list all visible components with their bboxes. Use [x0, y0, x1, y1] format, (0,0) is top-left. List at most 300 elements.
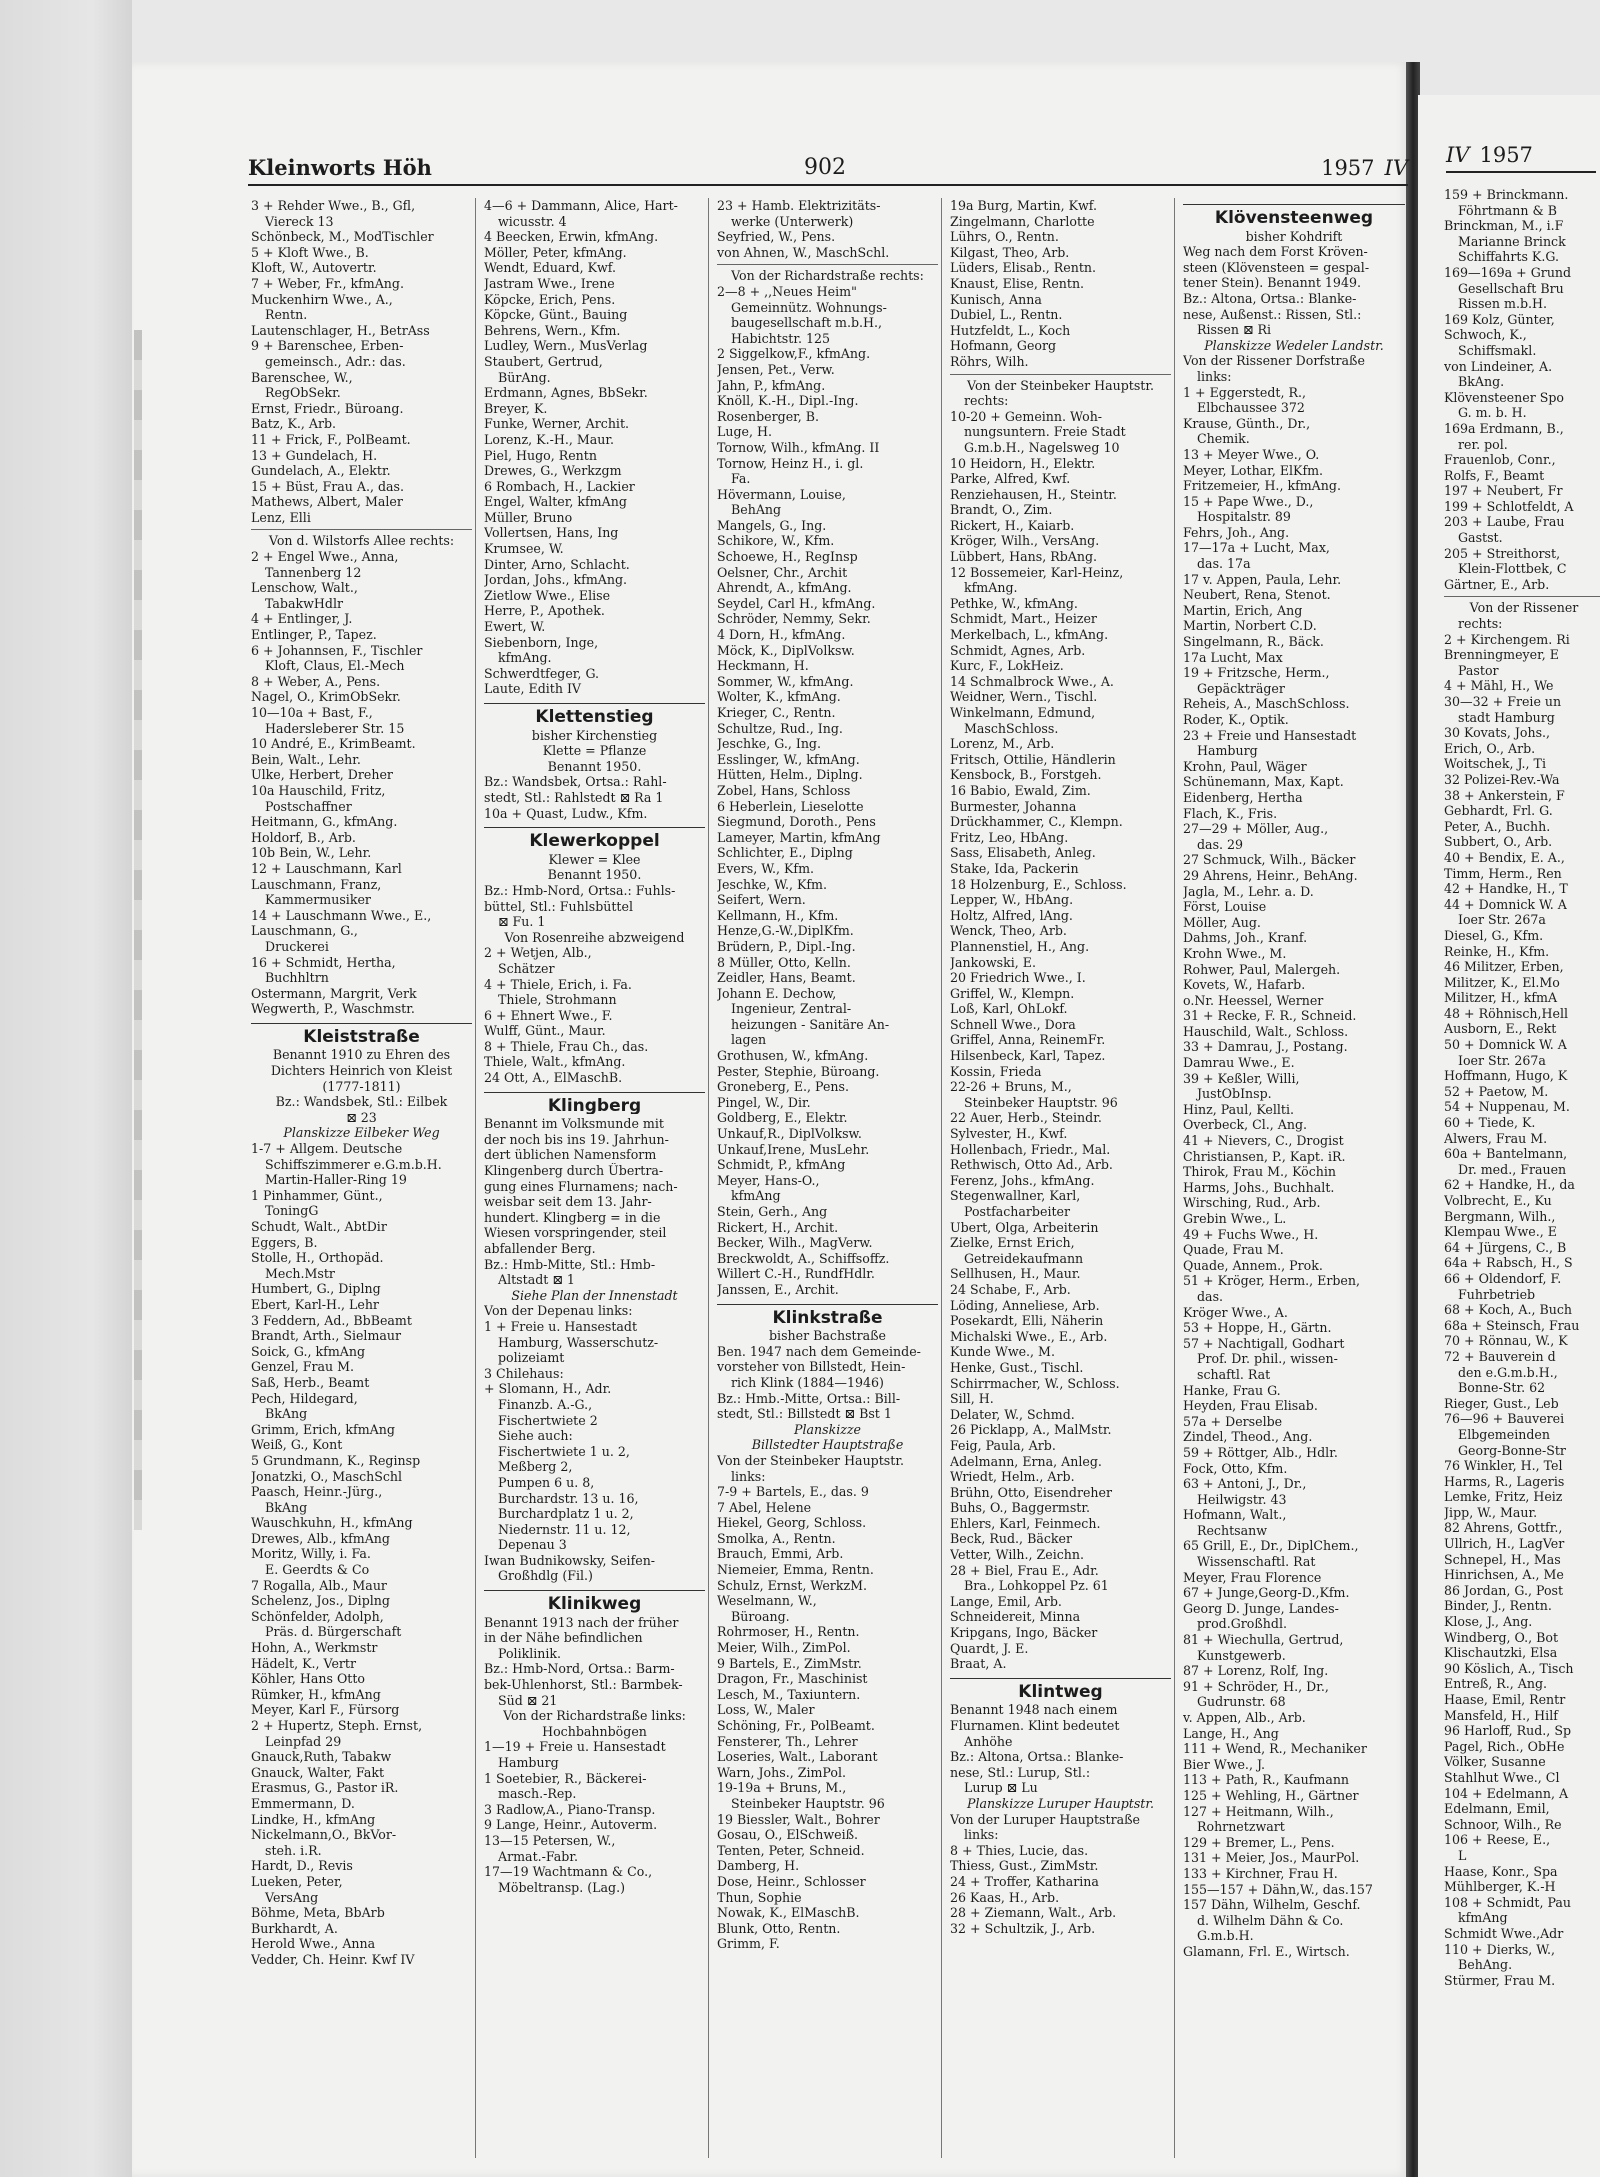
directory-entry: Meyer, Karl F., Fürsorg — [251, 1702, 400, 1718]
directory-entry: 131 + Meier, Jos., MaurPol. — [1183, 1850, 1360, 1866]
directory-entry: 23 + Freie und Hansestadt — [1183, 727, 1357, 743]
entry-continuation: schaftl. Rat — [1197, 1366, 1271, 1382]
directory-entry: Heyden, Frau Elisab. — [1183, 1398, 1318, 1414]
directory-entry: 4 + Thiele, Erich, i. Fa. — [484, 976, 632, 992]
directory-entry: 65 Grill, E., Dr., DiplChem., — [1183, 1538, 1359, 1554]
street-note: Benannt 1910 zu Ehren des — [272, 1047, 451, 1063]
directory-entry: 4 Beecken, Erwin, kfmAng. — [484, 229, 659, 245]
entry-continuation: Lurup ⊠ Lu — [964, 1780, 1038, 1796]
directory-entry: Meyer, Lothar, ElKfm. — [1183, 462, 1324, 478]
directory-entry: gung eines Flurnamens; nach- — [484, 1178, 678, 1194]
entry-continuation: Elbchaussee 372 — [1197, 400, 1305, 416]
directory-entry: Jordan, Johs., kfmAng. — [484, 572, 628, 588]
entry-continuation: BkAng. — [1458, 374, 1505, 390]
directory-entry: Mangels, G., Ing. — [717, 517, 827, 533]
directory-entry: Staubert, Gertrud, — [484, 353, 603, 369]
directory-entry: Stahlhut Wwe., Cl — [1444, 1769, 1560, 1785]
directory-entry: 159 + Brinckmann. — [1444, 187, 1569, 202]
directory-entry: Behrens, Wern., Kfm. — [484, 322, 621, 338]
directory-entry: Mühlberger, K.-H — [1444, 1879, 1556, 1895]
directory-column-1 — [248, 198, 476, 2158]
directory-entry: 10 Heidorn, H., Elektr. — [950, 455, 1096, 471]
entry-continuation: Fuhrbetrieb — [1458, 1286, 1536, 1302]
directory-entry: Sass, Elisabeth, Anleg. — [950, 845, 1096, 861]
directory-entry: 8 + Thies, Lucie, das. — [950, 1842, 1089, 1858]
entry-continuation: links: — [731, 1468, 766, 1484]
entry-continuation: BkAng — [265, 1499, 308, 1515]
directory-entry: Johann E. Dechow, — [717, 985, 837, 1001]
entry-continuation: das. 29 — [1197, 836, 1244, 852]
directory-entry: 90 Köslich, A., Tisch — [1444, 1660, 1574, 1676]
entry-continuation: polizeiamt — [498, 1350, 565, 1366]
right-year: 1957 — [1479, 143, 1533, 167]
directory-entry: Weidner, Wern., Tischl. — [950, 689, 1098, 705]
directory-entry: 9 + Barenschee, Erben- — [251, 338, 404, 354]
directory-entry: Lenz, Elli — [251, 509, 311, 525]
directory-entry: 91 + Schröder, H., Dr., — [1183, 1678, 1329, 1694]
directory-entry: Paasch, Heinr.-Jürg., — [251, 1484, 383, 1500]
directory-entry: Klischautzki, Elsa — [1444, 1645, 1558, 1661]
directory-entry: 15 + Büst, Frau A., das. — [251, 478, 405, 494]
directory-entry: Bz.: Hmb.-Mitte, Ortsa.: Bill- — [717, 1390, 901, 1406]
directory-entry: Lorenz, M., Arb. — [950, 736, 1055, 752]
directory-entry: Rickert, H., Kaiarb. — [950, 517, 1075, 533]
directory-entry: 133 + Kirchner, Frau H. — [1183, 1865, 1338, 1881]
year-volume — [1321, 156, 1408, 180]
directory-entry: 38 + Ankerstein, F — [1444, 787, 1565, 803]
directory-entry: 1 Pinhammer, Günt., — [251, 1187, 383, 1203]
entry-continuation: Bonne-Str. 62 — [1458, 1380, 1546, 1396]
entry-continuation: Großhdlg (Fil.) — [498, 1568, 593, 1584]
directory-entry: 197 + Neubert, Fr — [1444, 483, 1563, 499]
directory-entry: 2 + Kirchengem. Ri — [1444, 631, 1570, 647]
directory-entry: Wauschkuhn, H., kfmAng — [251, 1515, 413, 1531]
directory-entry: Dose, Heinr., Schlosser — [717, 1873, 866, 1889]
directory-entry: 2 + Wetjen, Alb., — [484, 945, 592, 961]
directory-entry: Burmester, Johanna — [950, 798, 1077, 814]
directory-entry: Drewes, Alb., kfmAng — [251, 1530, 390, 1546]
directory-entry: Gnauck,Ruth, Tabakw — [251, 1749, 392, 1765]
directory-entry: Sylvester, H., Kwf. — [950, 1126, 1068, 1142]
directory-entry: Volbrecht, E., Ku — [1444, 1193, 1552, 1208]
directory-entry: 7 + Weber, Fr., kfmAng. — [251, 275, 404, 291]
directory-entry: 23 + Hamb. Elektrizitäts- — [717, 198, 881, 213]
entry-continuation: Gemeinnütz. Wohnungs- — [731, 299, 887, 315]
directory-entry: Bergmann, Wilh., — [1444, 1208, 1556, 1224]
directory-entry: Köpcke, Günt., Bauing — [484, 307, 628, 323]
directory-entry: Böhme, Meta, BbArb — [251, 1905, 385, 1921]
entry-continuation: kfmAng — [1458, 1910, 1508, 1926]
directory-entry: Ernst, Friedr., Büroang. — [251, 400, 404, 416]
directory-entry: Schultze, Rud., Ing. — [717, 720, 843, 736]
directory-entry: Unkauf,Irene, MusLehr. — [717, 1141, 870, 1157]
directory-entry: Lueken, Peter, — [251, 1873, 343, 1889]
directory-entry: steen (Klövensteen = gespal- — [1183, 259, 1370, 275]
directory-entry: 30—32 + Freie un — [1444, 694, 1562, 709]
directory-entry: Ewert, W. — [484, 619, 546, 635]
entry-continuation: Armat.-Fabr. — [498, 1848, 578, 1864]
directory-entry: Breyer, K. — [484, 400, 548, 416]
directory-entry: Seyfried, W., Pens. — [717, 229, 836, 245]
directory-column-3 — [714, 198, 942, 2158]
directory-entry: 87 + Lorenz, Rolf, Ing. — [1183, 1663, 1329, 1679]
directory-entry: Siebenborn, Inge, — [484, 634, 599, 650]
entry-continuation: Siehe auch: — [498, 1428, 573, 1444]
directory-entry: Blunk, Otto, Rentn. — [717, 1920, 841, 1936]
directory-entry: Wiesen vorspringender, steil — [484, 1225, 667, 1241]
directory-entry: Neubert, Rena, Stenot. — [1183, 587, 1331, 603]
directory-entry: Beck, Rud., Bäcker — [950, 1531, 1072, 1547]
entry-continuation: JustObInsp. — [1197, 1086, 1272, 1102]
directory-entry: Ben. 1947 nach dem Gemeinde- — [717, 1343, 921, 1359]
entry-continuation: Marianne Brinck — [1458, 233, 1566, 249]
plan-note: Planskizze — [794, 1421, 861, 1437]
directory-entry: Eidenberg, Hertha — [1183, 789, 1303, 805]
entry-continuation: masch.-Rep. — [498, 1786, 577, 1802]
directory-entry: Schröder, Nemmy, Sekr. — [717, 611, 871, 627]
directory-entry: Zindel, Theod., Ang. — [1183, 1429, 1313, 1445]
right-page-header — [1446, 143, 1596, 173]
directory-entry: Lameyer, Martin, kfmAng — [717, 829, 881, 845]
directory-entry: 7 Rogalla, Alb., Maur — [251, 1577, 387, 1593]
entry-continuation: Steinbeker Hauptstr. 96 — [964, 1094, 1118, 1110]
directory-entry: Schönbeck, M., ModTischler — [251, 229, 434, 245]
directory-entry: 40 + Bendix, E. A., — [1444, 849, 1565, 865]
directory-entry: Schmidt, Mart., Heizer — [950, 611, 1097, 627]
directory-entry: 32 + Schultzik, J., Arb. — [950, 1920, 1096, 1936]
entry-continuation: Meßberg 2, — [498, 1459, 573, 1475]
directory-entry: 6 + Ehnert Wwe., F. — [484, 1007, 613, 1023]
entry-continuation: RegObSekr. — [265, 385, 341, 401]
entry-continuation: wicusstr. 4 — [498, 213, 567, 229]
street-heading: Klinikweg — [484, 1590, 705, 1613]
directory-entry: Dahms, Joh., Kranf. — [1183, 930, 1308, 946]
directory-entry: Wegwerth, P., Waschmstr. — [251, 1001, 415, 1017]
directory-entry: Wirsching, Rud., Arb. — [1183, 1195, 1321, 1211]
directory-entry: Rethwisch, Otto Ad., Arb. — [950, 1157, 1113, 1173]
directory-entry: Möller, Aug. — [1183, 914, 1261, 930]
directory-entry: Batz, K., Arb. — [251, 416, 337, 432]
directory-entry: Harms, R., Lageris — [1444, 1473, 1565, 1489]
directory-entry: 31 + Recke, F. R., Schneid. — [1183, 1008, 1357, 1024]
directory-entry: 57 + Nachtigall, Godhart — [1183, 1335, 1345, 1351]
directory-entry: 26 Kaas, H., Arb. — [950, 1889, 1060, 1905]
directory-entry: Jahn, P., kfmAng. — [717, 377, 826, 393]
directory-entry: 2 Siggelkow,F., kfmAng. — [717, 346, 871, 362]
directory-entry: Moritz, Willy, i. Fa. — [251, 1546, 371, 1562]
directory-entry: Loss, W., Maler — [717, 1702, 815, 1718]
directory-entry: Pingel, W., Dir. — [717, 1094, 811, 1110]
entry-continuation: Chemik. — [1197, 431, 1250, 447]
directory-entry: Schmidt, Agnes, Arb. — [950, 642, 1086, 658]
directory-entry: Hardt, D., Revis — [251, 1858, 353, 1874]
directory-entry: 28 + Ziemann, Walt., Arb. — [950, 1905, 1117, 1921]
directory-entry: Ebert, Karl-H., Lehr — [251, 1296, 379, 1312]
entry-continuation: Pastor — [1458, 662, 1499, 678]
directory-entry: Griffel, W., Klempn. — [950, 985, 1075, 1001]
directory-entry: Braat, A. — [950, 1656, 1007, 1672]
directory-entry: Schmidt Wwe.,Adr — [1444, 1925, 1564, 1941]
directory-entry: Schmidt, P., kfmAng — [717, 1157, 846, 1173]
directory-entry: 76 Winkler, H., Tel — [1444, 1458, 1563, 1474]
directory-entry: Willert C.-H., RundfHdlr. — [717, 1266, 875, 1282]
directory-entry: 57a + Derselbe — [1183, 1413, 1283, 1429]
directory-entry: Klempau Wwe., E — [1444, 1224, 1557, 1240]
directory-entry: Emmermann, D. — [251, 1795, 355, 1811]
directory-entry: Renziehausen, H., Steintr. — [950, 486, 1117, 502]
entry-continuation: Rissen m.b.H. — [1458, 296, 1547, 312]
directory-entry: Siegmund, Doroth., Pens — [717, 814, 876, 830]
entry-continuation: Postschaffner — [265, 798, 352, 814]
entry-continuation: G.m.b.H. — [1197, 1928, 1254, 1944]
directory-entry: 3 + Rehder Wwe., B., Gfl, — [251, 198, 416, 213]
entry-continuation: Heilwigstr. 43 — [1197, 1491, 1287, 1507]
directory-entry: Schlichter, E., Diplng — [717, 845, 853, 861]
directory-entry: Rolfs, F., Beamt — [1444, 467, 1545, 483]
directory-entry: Wenck, Theo, Arb. — [950, 923, 1067, 939]
directory-entry: 6 Rombach, H., Lackier — [484, 478, 635, 494]
directory-entry: Ehlers, Karl, Feinmech. — [950, 1515, 1101, 1531]
directory-entry: Heckmann, H. — [717, 658, 809, 674]
directory-entry: vorsteher von Billstedt, Hein- — [717, 1359, 906, 1375]
directory-entry: Zobel, Hans, Schloss — [717, 782, 851, 798]
entry-continuation: steh. i.R. — [265, 1842, 322, 1858]
directory-entry: 53 + Hoppe, H., Gärtn. — [1183, 1320, 1332, 1336]
directory-entry: Binder, J., Rentn. — [1444, 1598, 1552, 1614]
directory-entry: 113 + Path, R., Kaufmann — [1183, 1772, 1350, 1788]
directory-entry: Reinke, H., Kfm. — [1444, 943, 1550, 959]
entry-continuation: Hospitalstr. 89 — [1197, 509, 1291, 525]
directory-entry: 5 + Kloft Wwe., B. — [251, 244, 369, 260]
directory-entry: 129 + Bremer, L., Pens. — [1183, 1834, 1335, 1850]
directory-entry: Tornow, Heinz H., i. gl. — [717, 455, 864, 471]
running-head: Kleinworts Höh — [248, 155, 432, 180]
directory-entry: Breckwoldt, A., Schiffsoffz. — [717, 1250, 890, 1266]
directory-entry: Grimm, Erich, kfmAng — [251, 1421, 395, 1437]
entry-continuation: rechts: — [1458, 616, 1503, 632]
directory-entry: Posekardt, Elli, Näherin — [950, 1313, 1104, 1329]
directory-entry: Stake, Ida, Packerin — [950, 860, 1079, 876]
directory-entry: Vedder, Ch. Heinr. Kwf IV — [251, 1951, 415, 1967]
directory-entry: büttel, Stl.: Fuhlsbüttel — [484, 898, 633, 914]
directory-entry: Hädelt, K., Vertr — [251, 1655, 357, 1671]
entry-continuation: Föhrtmann & B — [1458, 202, 1557, 218]
directory-entry: 60a + Bantelmann, — [1444, 1146, 1568, 1162]
entry-continuation: Wissenschaftl. Rat — [1197, 1554, 1316, 1570]
directory-entry: Lange, H., Ang — [1183, 1725, 1279, 1741]
directory-entry: Schneidereit, Minna — [950, 1609, 1081, 1625]
entry-continuation: ToningG — [265, 1203, 319, 1219]
directory-entry: 3 Feddern, Ad., BbBeamt — [251, 1312, 412, 1328]
directory-entry: nese, Stl.: Lurup, Stl.: — [950, 1764, 1091, 1780]
directory-entry: Soick, G., kfmAng — [251, 1343, 366, 1359]
directory-entry: Köhler, Hans Otto — [251, 1671, 365, 1687]
page-edge-strip — [134, 330, 142, 1530]
entry-continuation: Gastst. — [1458, 530, 1503, 546]
directory-entry: Weg nach dem Forst Kröven- — [1183, 244, 1368, 260]
directory-entry: 11 + Frick, F., PolBeamt. — [251, 431, 411, 447]
directory-entry: 62 + Handke, H., da — [1444, 1177, 1575, 1193]
directory-entry: 108 + Schmidt, Pau — [1444, 1894, 1572, 1910]
directory-entry: 96 Harloff, Rud., Sp — [1444, 1723, 1572, 1739]
directory-entry: Jipp, W., Maur. — [1444, 1504, 1538, 1520]
directory-entry: Klövensteener Spo — [1444, 389, 1564, 405]
directory-entry: Benannt 1948 nach einem — [950, 1702, 1118, 1718]
entry-continuation: Fa. — [731, 471, 751, 487]
directory-entry: Von der Depenau links: — [484, 1303, 633, 1319]
directory-entry: Lauschmann, G., — [251, 923, 358, 939]
directory-entry: 4 + Entlinger, J. — [251, 611, 353, 627]
directory-entry: 6 Heberlein, Lieselotte — [717, 798, 864, 814]
directory-entry: Fensterer, Th., Lehrer — [717, 1733, 858, 1749]
entry-continuation: Pumpen 6 u. 8, — [498, 1474, 595, 1490]
entry-continuation: Gepäckträger — [1197, 680, 1285, 696]
directory-entry: Thirok, Frau M., Köchin — [1183, 1164, 1337, 1180]
directory-entry: Först, Louise — [1183, 899, 1267, 915]
directory-entry: von Ahnen, W., MaschSchl. — [717, 244, 890, 260]
directory-entry: Herre, P., Apothek. — [484, 603, 605, 619]
entry-continuation: MaschSchloss. — [964, 720, 1059, 736]
entry-continuation: Rechtsanw — [1197, 1522, 1268, 1538]
directory-columns — [248, 198, 1408, 2158]
volume: IV — [1384, 156, 1408, 180]
directory-entry: Loseries, Walt., Laborant — [717, 1749, 878, 1765]
directory-entry: Zingelmann, Charlotte — [950, 213, 1095, 229]
directory-entry: Rohrmoser, H., Rentn. — [717, 1624, 860, 1640]
entry-continuation: Poliklinik. — [498, 1645, 562, 1661]
directory-entry: Diesel, G., Kfm. — [1444, 927, 1544, 943]
directory-entry: Erasmus, G., Pastor iR. — [251, 1780, 399, 1796]
directory-entry: 7 Abel, Helene — [717, 1499, 812, 1515]
directory-entry: 1-7 + Allgem. Deutsche — [251, 1141, 403, 1157]
directory-entry: Schelenz, Jos., Diplng — [251, 1593, 390, 1609]
directory-entry: Schnepel, H., Mas — [1444, 1551, 1561, 1567]
directory-entry: 12 + Lauschmann, Karl — [251, 860, 402, 876]
directory-entry: 18 Holzenburg, E., Schloss. — [950, 876, 1127, 892]
directory-entry: Henze,G.-W.,DiplKfm. — [717, 923, 854, 939]
directory-entry: Klingenberg durch Übertra- — [484, 1163, 664, 1179]
directory-entry: Völker, Susanne — [1444, 1754, 1546, 1770]
directory-column-2 — [481, 198, 709, 2158]
directory-entry: Von der Luruper Hauptstraße — [950, 1811, 1140, 1827]
directory-entry: 125 + Wehling, H., Gärtner — [1183, 1787, 1359, 1803]
directory-entry: Ostermann, Margrit, Verk — [251, 985, 417, 1001]
directory-entry: Tornow, Wilh., kfmAng. II — [717, 439, 880, 455]
directory-entry: 19-19a + Bruns, M., — [717, 1780, 847, 1796]
directory-entry: Knöll, K.-H., Dipl.-Ing. — [717, 393, 859, 409]
entry-continuation: Fischertwiete 2 — [498, 1412, 598, 1428]
directory-entry: dert üblichen Namensform — [484, 1147, 657, 1163]
entry-continuation: prod.Großhdl. — [1197, 1616, 1288, 1632]
directory-entry: Erich, O., Arb. — [1444, 740, 1536, 756]
directory-entry: Pester, Stephie, Büroang. — [717, 1063, 880, 1079]
directory-entry: 169 Kolz, Günter, — [1444, 311, 1555, 327]
directory-entry: Ubert, Olga, Arbeiterin — [950, 1219, 1099, 1235]
entry-continuation: Klein-Flottbek, C — [1458, 561, 1567, 577]
entry-continuation: Postfacharbeiter — [964, 1204, 1071, 1219]
directory-entry: Nickelmann,O., BkVor- — [251, 1827, 397, 1843]
entry-continuation: Gesellschaft Bru — [1458, 280, 1564, 296]
directory-entry: 3 Chilehaus: — [484, 1365, 564, 1381]
directory-entry: 41 + Nievers, C., Drogist — [1183, 1133, 1344, 1149]
directory-entry: 42 + Handke, H., T — [1444, 881, 1568, 897]
directory-entry: 169a Erdmann, B., — [1444, 420, 1564, 436]
directory-entry: 59 + Röttger, Alb., Hdlr. — [1183, 1444, 1338, 1460]
entry-continuation: Niedernstr. 11 u. 12, — [498, 1521, 631, 1537]
entry-continuation: Gudrunstr. 68 — [1197, 1694, 1286, 1710]
directory-entry: Rohwer, Paul, Malergeh. — [1183, 961, 1341, 977]
section-divider: Von d. Wilstorfs Allee rechts: — [251, 529, 472, 549]
right-page-column — [1444, 187, 1600, 1988]
directory-entry: 8 + Weber, A., Pens. — [251, 673, 381, 689]
directory-entry: Krieger, C., Rentn. — [717, 705, 836, 720]
directory-entry: 24 + Troffer, Katharina — [950, 1873, 1099, 1889]
directory-entry: 106 + Reese, E., — [1444, 1832, 1551, 1848]
directory-entry: Fritz, Leo, HbAng. — [950, 829, 1069, 845]
directory-entry: Militzer, H., kfmA — [1444, 990, 1558, 1006]
directory-entry: nese, Außenst.: Rissen, Stl.: — [1183, 306, 1362, 322]
directory-entry: Von der Steinbeker Hauptstr. — [717, 1452, 904, 1468]
directory-entry: Saß, Herb., Beamt — [251, 1374, 370, 1390]
entry-continuation: E. Geerdts & Co — [265, 1562, 370, 1578]
directory-entry: Kilgast, Theo, Arb. — [950, 244, 1070, 260]
entry-continuation: BkAng — [265, 1406, 308, 1422]
directory-entry: Martin, Erich, Ang — [1183, 602, 1303, 618]
directory-entry: Mathews, Albert, Maler — [251, 494, 403, 510]
entry-continuation: Kloft, Claus, El.-Mech — [265, 658, 405, 674]
directory-entry: Kloft, W., Autovertr. — [251, 260, 377, 276]
directory-entry: Damrau Wwe., E. — [1183, 1055, 1295, 1071]
directory-entry: 4 + Mähl, H., We — [1444, 678, 1554, 694]
directory-entry: 2 + Engel Wwe., Anna, — [251, 549, 399, 565]
directory-entry: Jastram Wwe., Irene — [484, 275, 615, 291]
directory-entry: Lauschmann, Franz, — [251, 876, 382, 892]
entry-continuation: BürAng. — [498, 369, 551, 385]
directory-entry: Singelmann, R., Bäck. — [1183, 634, 1324, 650]
directory-entry: Christiansen, P., Kapt. iR. — [1183, 1148, 1346, 1164]
directory-entry: Winkelmann, Edmund, — [950, 705, 1096, 720]
directory-entry: Plannenstiel, H., Ang. — [950, 938, 1090, 954]
directory-entry: Vollertsen, Hans, Ing — [484, 525, 619, 541]
directory-entry: Glamann, Frl. E., Wirtsch. — [1183, 1943, 1350, 1959]
entry-continuation: Georg-Bonne-Str — [1458, 1442, 1566, 1458]
entry-continuation: baugesellschaft m.b.H., — [731, 315, 883, 331]
entry-continuation: Schiffsmakl. — [1458, 342, 1537, 358]
directory-entry: Schulz, Ernst, WerkzM. — [717, 1577, 867, 1593]
directory-entry: Hütten, Helm., Diplng. — [717, 767, 863, 783]
directory-entry: Lenschow, Walt., — [251, 580, 358, 596]
directory-entry: Röhrs, Wilh. — [950, 353, 1029, 369]
directory-entry: 12 Bossemeier, Karl-Heinz, — [950, 564, 1124, 580]
entry-continuation: gemeinsch., Adr.: das. — [265, 353, 406, 369]
street-heading: Klettenstieg — [484, 703, 705, 726]
entry-continuation: Ioer Str. 267a — [1458, 1052, 1546, 1068]
directory-entry: Lautenschlager, H., BetrAss — [251, 322, 430, 338]
directory-entry: Buhs, O., Baggermstr. — [950, 1500, 1091, 1516]
directory-entry: 203 + Laube, Frau — [1444, 514, 1565, 530]
directory-entry: Evers, W., Kfm. — [717, 860, 815, 876]
directory-entry: 2 + Hupertz, Steph. Ernst, — [251, 1718, 423, 1733]
directory-entry: Martin, Norbert C.D. — [1183, 618, 1317, 634]
directory-entry: Hollenbach, Friedr., Mal. — [950, 1141, 1111, 1157]
directory-entry: 15 + Pape Wwe., D., — [1183, 493, 1314, 509]
entry-continuation: kfmAng. — [498, 650, 552, 666]
directory-entry: Stolle, H., Orthopäd. — [251, 1250, 384, 1266]
entry-continuation: Burchardplatz 1 u. 2, — [498, 1506, 634, 1522]
directory-entry: Brandt, Arth., Sielmaur — [251, 1328, 402, 1344]
entry-continuation: Dr. med., Frauen — [1458, 1161, 1567, 1177]
street-heading: Klingberg — [484, 1092, 705, 1115]
